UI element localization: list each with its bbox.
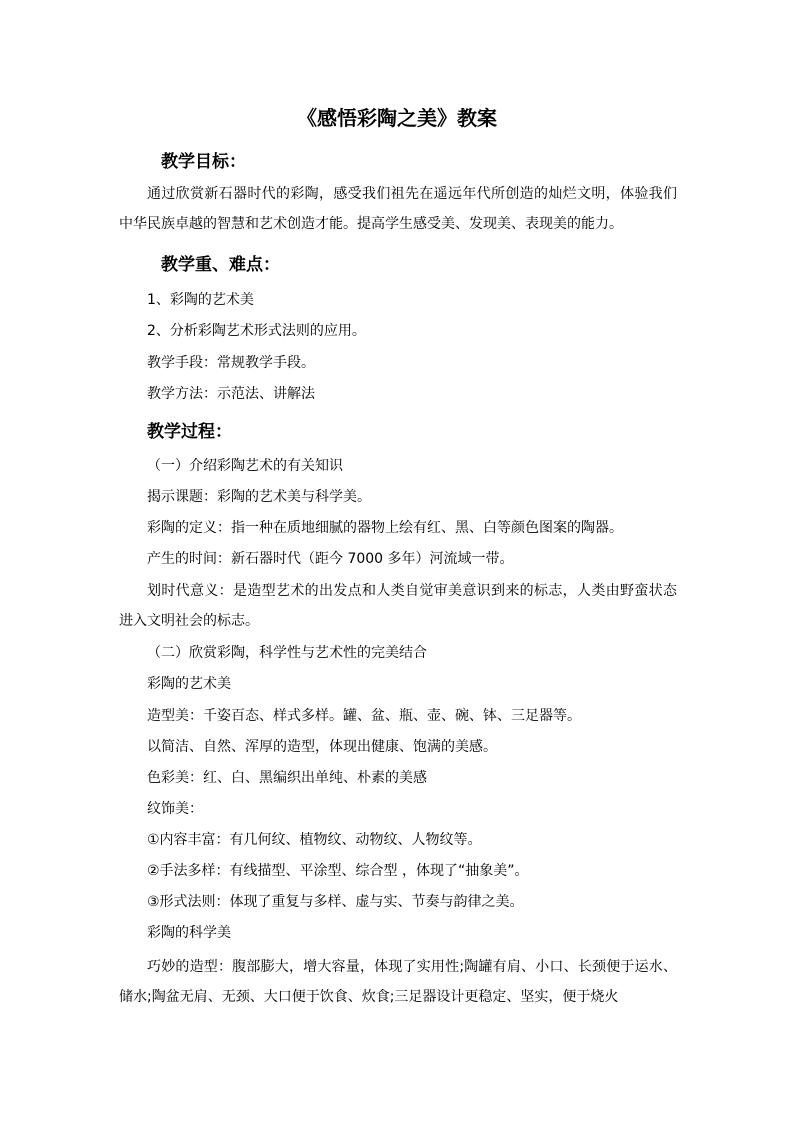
pattern-item-1: ①内容丰富：有几何纹、植物纹、动物纹、人物纹等。 (147, 832, 482, 848)
shape-beauty-line: 造型美：千姿百态、样式多样。罐、盆、瓶、壶、碗、钵、三足器等。 (147, 708, 581, 724)
significance-paragraph: 划时代意义：是造型艺术的出发点和人类自觉审美意识到来的标志，人类由野蛮状态进入文明社会的标志。 (119, 583, 677, 629)
art-beauty-heading: 彩陶的艺术美 (147, 676, 231, 692)
pattern-item-2: ②手法多样：有线描型、平涂型、综合型 ，体现了“抽象美”。 (147, 863, 529, 879)
document-title: 《感悟彩陶之美》教案 (297, 106, 497, 130)
part2-title: （二）欣赏彩陶，科学性与艺术性的完美结合 (147, 645, 427, 661)
teaching-methods: 教学方法：示范法、讲解法 (147, 386, 315, 402)
goal-heading: 教学目标： (161, 152, 246, 172)
key-points-heading: 教学重、难点： (161, 255, 280, 275)
key-point-item-2: 2、分析彩陶艺术形式法则的应用。 (147, 323, 366, 339)
shape-desc-line: 以简洁、自然、浑厚的造型，体现出健康、饱满的美感。 (147, 739, 497, 755)
key-point-item-1: 1、彩陶的艺术美 (147, 292, 254, 308)
time-line: 产生的时间：新石器时代（距今 7000 多年）河流域一带。 (147, 551, 514, 567)
pattern-beauty-line: 纹饰美： (147, 801, 203, 817)
science-paragraph: 巧妙的造型：腹部膨大，增大容量，体现了实用性;陶罐有肩、小口、长颈便于运水、储水;陶盆无肩、无颈、大口便于饮食、炊食;三足器设计更稳定、坚实，便于烧火 (119, 959, 677, 1005)
pattern-item-3: ③形式法则：体现了重复与多样、虚与实、节奏与韵律之美。 (147, 894, 524, 910)
process-heading: 教学过程： (147, 422, 232, 442)
topic-line: 揭示课题：彩陶的艺术美与科学美。 (147, 489, 371, 505)
goal-paragraph: 通过欣赏新石器时代的彩陶，感受我们祖先在遥远年代所创造的灿烂文明，体验我们中华民族卓越的智慧和艺术创造才能。提高学生感受美、发现美、表现美的能力。 (119, 186, 677, 232)
science-beauty-heading: 彩陶的科学美 (147, 925, 231, 941)
teaching-means: 教学手段：常规教学手段。 (147, 355, 315, 371)
color-beauty-line: 色彩美：红、白、黑编织出单纯、朴素的美感 (147, 770, 427, 786)
definition-line: 彩陶的定义：指一种在质地细腻的器物上绘有红、黑、白等颜色图案的陶器。 (147, 520, 623, 536)
part1-title: （一）介绍彩陶艺术的有关知识 (147, 458, 343, 474)
